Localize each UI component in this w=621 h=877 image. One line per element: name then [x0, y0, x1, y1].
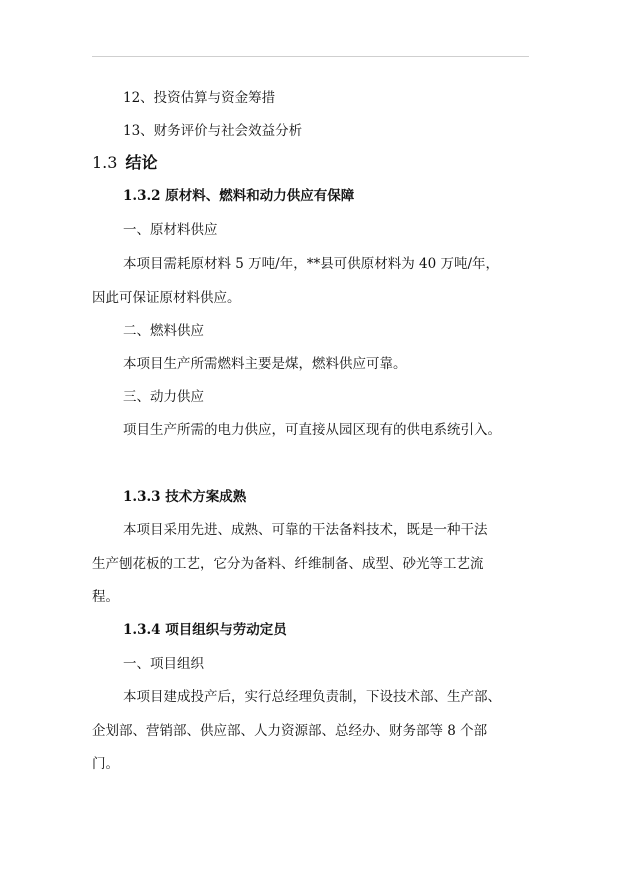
toc-item-12: 12、投资估算与资金筹措: [123, 90, 276, 106]
raw-material-text-1: 本项目需耗原材料 5 万吨/年，**县可供原材料为 40 万吨/年，: [123, 256, 500, 272]
subsection-1-3-4-title: 1.3.4 项目组织与劳动定员: [123, 622, 287, 638]
power-label: 三、动力供应: [123, 389, 204, 405]
section-title: 结论: [125, 153, 158, 172]
tech-text-2: 生产刨花板的工艺，它分为备料、纤维制备、成型、砂光等工艺流: [92, 556, 484, 572]
org-text-2: 企划部、营销部、供应部、人力资源部、总经办、财务部等 8 个部: [92, 723, 488, 739]
raw-material-label: 一、原材料供应: [123, 222, 218, 238]
tech-text-3: 程。: [92, 589, 119, 605]
org-label: 一、项目组织: [123, 656, 204, 672]
fuel-text: 本项目生产所需燃料主要是煤，燃料供应可靠。: [123, 356, 407, 372]
toc-item-13: 13、财务评价与社会效益分析: [123, 123, 303, 139]
fuel-label: 二、燃料供应: [123, 323, 204, 339]
raw-material-text-2: 因此可保证原材料供应。: [92, 290, 241, 306]
subsection-1-3-3-title: 1.3.3 技术方案成熟: [123, 489, 247, 505]
power-text: 项目生产所需的电力供应，可直接从园区现有的供电系统引入。: [123, 422, 501, 438]
section-number: 1.3: [92, 153, 118, 172]
header-rule: [92, 56, 529, 57]
tech-text-1: 本项目采用先进、成熟、可靠的干法备料技术，既是一种干法: [123, 522, 488, 538]
section-heading: [92, 154, 158, 172]
subsection-1-3-2-title: 1.3.2 原材料、燃料和动力供应有保障: [123, 188, 355, 204]
org-text-1: 本项目建成投产后，实行总经理负责制，下设技术部、生产部、: [123, 689, 501, 705]
org-text-3: 门。: [92, 756, 119, 772]
